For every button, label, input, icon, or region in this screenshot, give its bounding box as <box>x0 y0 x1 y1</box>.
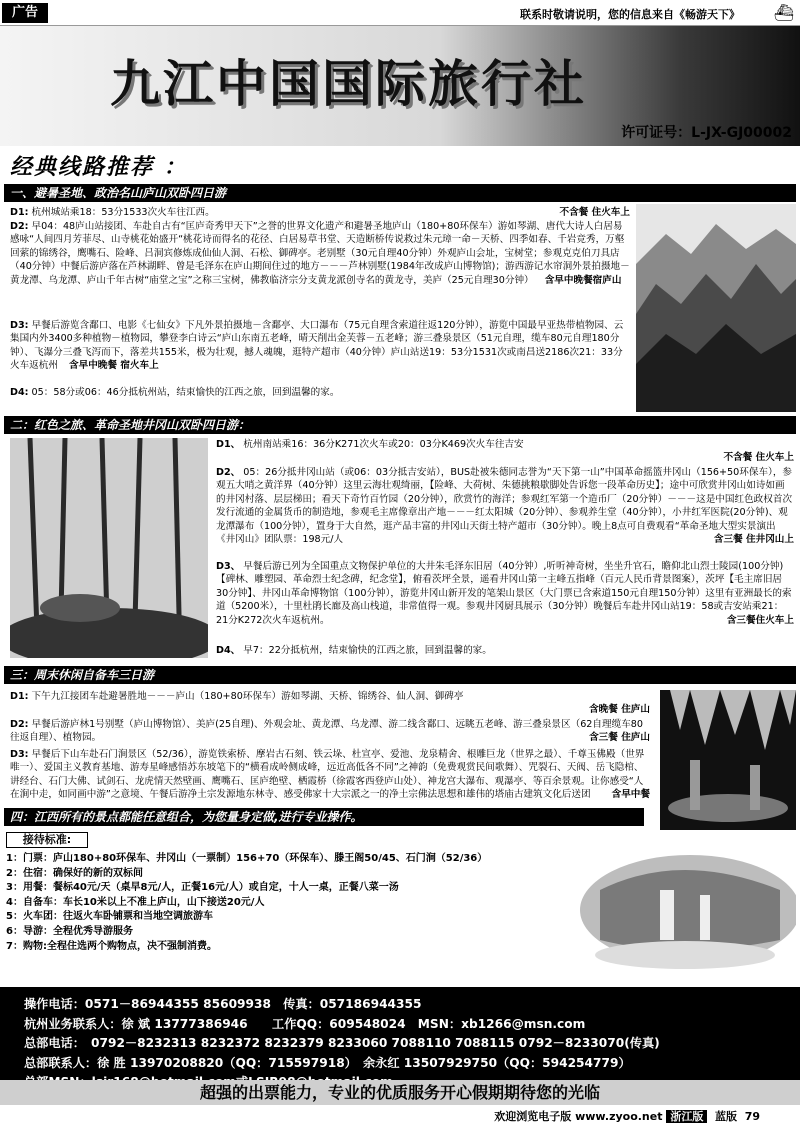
page-number: 79 <box>744 1110 760 1123</box>
route1-day3: D3: 早餐后游览含鄱口、电影《七仙女》下凡外景拍摄地－含鄱亭、大口瀑布（75元自理含索道往返120分钟），游览中国最早亚热带植物园、云集国内外3400多种植物－植物园，攀登李白诗云“庐山东南五老峰，晴天削出金芙蓉－五老峰；游三叠泉景区（51元自理，缆车80元自理180分钟）、飞瀑分三叠飞泻而下，落差共155米，极为壮观，撼人魂魄，逛特产超市（40分钟）庐山站送19：53分1531次或南昌送2186次21：33分火车返杭州 含早中晚餐 宿火车上 <box>10 320 624 372</box>
route1-day4: D4: 05：58分或06：46分抵杭州站，结束愉快的江西之旅，回到温馨的家。 <box>10 387 340 398</box>
slogan: 超强的出票能力，专业的优质服务开心假期期待您的光临 <box>0 1080 800 1105</box>
route3-day1-tag: 含晚餐 住庐山 <box>589 704 650 716</box>
route3-day3-tag: 含早中餐 <box>611 789 650 801</box>
route1-banner: 一、避暑圣地、政治名山庐山双卧四日游 <box>4 184 796 202</box>
route1-day3-tag: 含早中晚餐 宿火车上 <box>69 360 159 372</box>
route1-day1: 不含餐 住火车上 D1: 杭州城站乘18：53分1533次火车往江西。 <box>10 207 630 218</box>
header-banner <box>0 26 800 146</box>
route2-day3-tag: 含三餐住火车上 <box>726 614 794 626</box>
waterfall-photo <box>560 830 796 980</box>
contact-line: 操作电话：0571－86944355 85609938 传真：057186944355 <box>24 997 422 1011</box>
route2-day4: D4、 早7：22分抵杭州，结束愉快的江西之旅，回到温馨的家。 <box>216 645 492 656</box>
cave-photo <box>660 690 796 830</box>
standard-item: 2：住宿：确保好的新的双标间 <box>6 867 143 879</box>
standards-label: 接待标准: <box>6 832 88 848</box>
standard-item: 7：购物:全程住选两个购物点，决不强制消费。 <box>6 940 217 952</box>
route3-day3: D3: 早餐后下山车赴石门涧景区（52/36），游览铁索桥、摩岩古石刻、铁云垛、杜宣亭、爱池、龙泉精舍、根雕巨龙（世界之最）、千尊玉佛殿（世界唯一）、爱国主义教育基地、游寿星峰感悟苏东坡笔下的“横看成岭侧成峰，远近高低各不同”之神韵（免费观赏民间歌舞）、咒裂石、天阀、岳飞隐棺、讲经台、石门大佛、试剑石、龙虎情天然壁画、鹰嘴石、匡庐绝壁、栖霞桥（徐霞客西登庐山处）、神龙宫大瀑布、观瀑亭、等百余景观。让你感受“人在涧中走，如同画中游”之意境、午餐后游净土宗发源地东林寺、感受佛家十大宗派之一的净土宗佛法思想和雄伟的塔庙古建筑文化后送团 含早中餐 <box>10 749 650 801</box>
bamboo-forest-photo <box>10 438 208 658</box>
route2-banner: 二：红色之旅、革命圣地井冈山双卧四日游： <box>4 416 796 434</box>
route3-banner: 三：周末休闲自备车三日游 <box>4 666 796 684</box>
top-bar <box>0 0 800 26</box>
standard-item: 6：导游：全程优秀导游服务 <box>6 925 133 937</box>
route2-day1-tag: 不含餐 住火车上 <box>723 452 794 464</box>
agency-title: 九江中国国际旅行社 <box>110 55 587 113</box>
route2-day2: D2、 05：26分抵井冈山站（或06：03分抵吉安站），BUS赴被朱德同志誉为“天下第一山”中国革命摇篮井冈山（156+50环保车），参观五大哨之黄洋界（40分钟）这里云海壮观绮丽，【险峰、大荷树、朱德挑粮歇脚处告诉您一段革命历史】；途中可欣赏井冈山如诗如画的井冈村落、层层梯田；看天下奇竹百竹园（20分钟），欣赏竹的海洋；参观红军第一个造币厂（20分钟）－－－这是中国红色政权首次发行流通的金属货币的制造地，参观毛主席像章出产地－－－红太阳城（20分钟）、参观养生堂（40分钟），小井红军医院(20分钟)、观龙潭瀑布（100分钟），置身于大自然，逛产品丰富的井冈山天街土特产超市（30分钟）。晚上8点可自费观看“革命圣地大型实景演出《井冈山》团队票：198元/人 含三餐 住井冈山上 <box>216 467 794 546</box>
footer-site: 欢迎浏览电子版 www.zyoo.net <box>494 1110 663 1123</box>
footer-edition: 蓝版 <box>715 1110 738 1123</box>
contact-line: 总部电话： 0792－8232313 8232372 8232379 8233060 7088110 7088115 0792－8233070(传真) <box>24 1036 660 1051</box>
contact-line: 杭州业务联系人：徐 斌 13777386946 工作QQ：609548024 MSN：xb1266@msn.com <box>24 1016 586 1031</box>
route3-day2: D2: 早餐后游庐林1号别墅（庐山博物馆）、美庐(25自理)、外观会址、黄龙潭、乌龙潭、游二线含鄱口、远眺五老峰、游三叠泉景区（62自理缆车80往返自理）、植物园。 含三餐 住庐山 <box>10 719 650 744</box>
routes-heading: 经典线路推荐 ： <box>10 154 188 180</box>
route3-day1: D1: 下午九江接团车赴避暑胜地－－－庐山（180+80环保车）游如琴湖、天桥、锦绣谷、仙人洞、御碑亭 含晚餐 住庐山 <box>10 691 650 716</box>
standard-item: 3：用餐：餐标40元/天（桌早8元/人，正餐16元/人）或自定，十人一桌，正餐八菜一汤 <box>6 882 399 894</box>
route2-day2-tag: 含三餐 住井冈山上 <box>713 534 794 546</box>
route1-day2: D2: 早04：48庐山站接团、车赴自古有“匡庐奇秀甲天下”之誉的世界文化遗产和避暑圣地庐山（180+80环保车）游如琴湖、唐代大诗人白居易感咏“人间四月芳菲尽、山寺桃花始盛开“桃花诗而得名的花径、白居易草书堂、天造断桥传说救过朱元璋一命－天桥、四季如春、千岩竞秀，万壑回萦的锦绣谷，鹰嘴石、险峰、吕洞宾修炼成仙仙人洞、石松、御碑亭。老别墅（30元自理40分钟）外观庐山会址，宝树堂；参观克克伯刀具店（40分钟）中餐后游庐落在芦林湖畔、曾是毛泽东在庐山期间住过的地方－－－芦林别墅(1984年改成庐山博物馆)；游西游记水帘洞外景拍摄地－黄龙潭、乌龙潭、庐山千年古树“庙堂之宝”之称三宝树，佛教临济宗分支黄龙派创寺名的黄龙寺，美庐（25元自理30分钟） 含早中晚餐宿庐山 <box>10 221 630 286</box>
ship-logo-icon: ⛴ <box>773 3 794 22</box>
footer <box>0 1107 800 1127</box>
ad-tag: 广告 <box>2 3 48 23</box>
route1-day2-tag: 含早中晚餐宿庐山 <box>544 274 622 286</box>
contact-line: 总部联系人：徐 胜 13970208820（QQ：715597918） 余永红 13507929750（QQ：594254779） <box>24 1055 631 1070</box>
top-note: 联系时敬请说明，您的信息来自《畅游天下》 <box>520 8 740 21</box>
standard-item: 4：自备车：车长10米以上不准上庐山，山下接送20元/人 <box>6 896 265 908</box>
footer-region: 浙江版 <box>666 1110 707 1123</box>
lushan-mountain-photo <box>636 204 796 412</box>
route2-day1: D1、 杭州南站乘16：36分K271次火车或20：03分K469次火车往吉安 不含餐 住火车上 <box>216 439 794 464</box>
route3-day2-tag: 含三餐 住庐山 <box>589 732 650 744</box>
standard-item: 1：门票：庐山180+80环保车、井冈山（一票制）156+70（环保车）、滕王阁50/45、石门涧（52/36） <box>6 853 488 864</box>
standard-item: 5：火车团：往返火车卧铺票和当地空调旅游车 <box>6 911 213 923</box>
route2-day3: D3、 早餐后游已列为全国重点文物保护单位的大井朱毛泽东旧居（40分钟）,听听神奇树，坐坐升官石，瞻仰北山烈士陵园(100分钟)【碑林、雕塑园、革命烈士纪念碑，纪念堂】，俯看茨坪全景，遥看井冈山第一主峰五指峰（百元人民币背景图案），茨坪【毛主席旧居30分钟】、井冈山革命博物馆（100分钟），游览井冈山新开发的笔架山景区（大门票已含索道150元自理150分钟）这里有亚洲最长的索道（5200米），十里杜鹃长廊及高山栈道，非常值得一观。参观井冈厨具展示（30分钟）晚餐后车赴井冈山站19：58或吉安站乘21：21分K272次火车返杭州。 含三餐住火车上 <box>216 561 794 626</box>
route1-day1-tag: 不含餐 住火车上 <box>559 207 630 218</box>
route4-banner: 四：江西所有的景点都能任意组合，为您量身定做,进行专业操作。 <box>4 808 644 826</box>
standards-list <box>6 852 487 954</box>
license-number: 许可证号：L-JX-GJ00002 <box>621 125 792 141</box>
